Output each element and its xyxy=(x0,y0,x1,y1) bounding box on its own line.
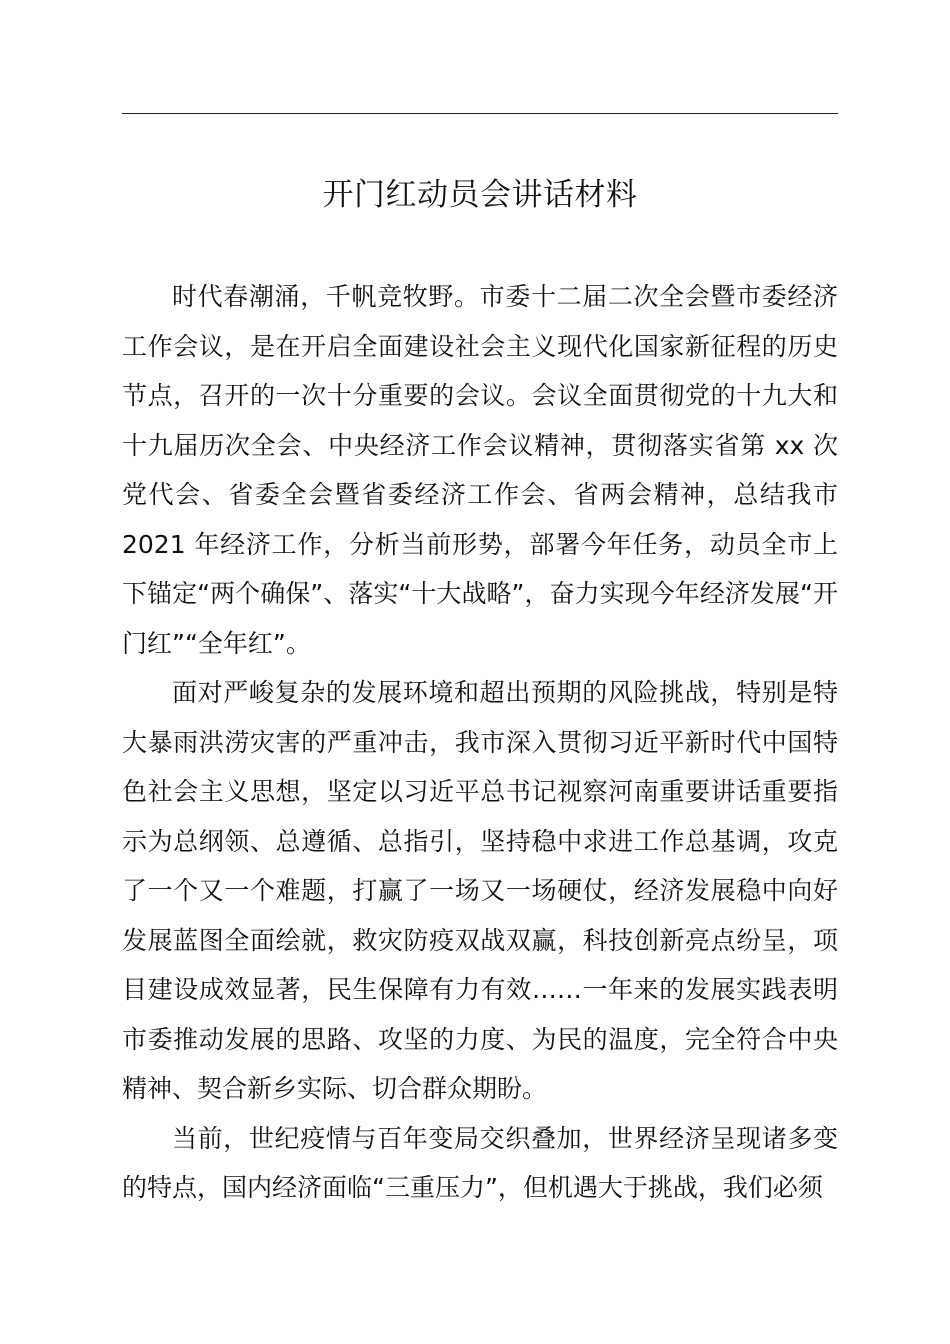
paragraph: 当前，世纪疫情与百年变局交织叠加，世界经济呈现诸多变的特点，国内经济面临“三重压力”，但机遇大于挑战，我们必须 xyxy=(122,1123,838,1202)
document-title: 开门红动员会讲话材料 xyxy=(322,177,638,213)
paragraph: 面对严峻复杂的发展环境和超出预期的风险挑战，特别是特大暴雨洪涝灾害的严重冲击，我市深入贯彻习近平新时代中国特色社会主义思想，坚定以习近平总书记视察河南重要讲话重要指示为总纲领、总遵循、总指引，坚持稳中求进工作总基调，攻克了一个又一个难题，打赢了一场又一场硬仗，经济发展稳中向好发展蓝图全面绘就，救灾防疫双战双赢，科技创新亮点纷呈，项目建设成效显著，民生保障有力有效……一年来的发展实践表明市委推动发展的思路、攻坚的力度、为民的温度，完全符合中央精神、契合新乡实际、切合群众期盼。 xyxy=(122,678,838,1103)
document-body xyxy=(122,272,838,1213)
paragraph: 时代春潮涌，千帆竞牧野。市委十二届二次全会暨市委经济工作会议，是在开启全面建设社会主义现代化国家新征程的历史节点，召开的一次十分重要的会议。会议全面贯彻党的十九大和十九届历次全会、中央经济工作会议精神，贯彻落实省第 xx 次党代会、省委全会暨省委经济工作会、省两会精神，总结我市 2021 年经济工作，分析当前形势，部署今年任务，动员全市上下锚定“两个确保”、落实“十大战略”，奋力实现今年经济发展“开门红”“全年红”。 xyxy=(122,282,838,658)
header-divider xyxy=(122,113,838,114)
